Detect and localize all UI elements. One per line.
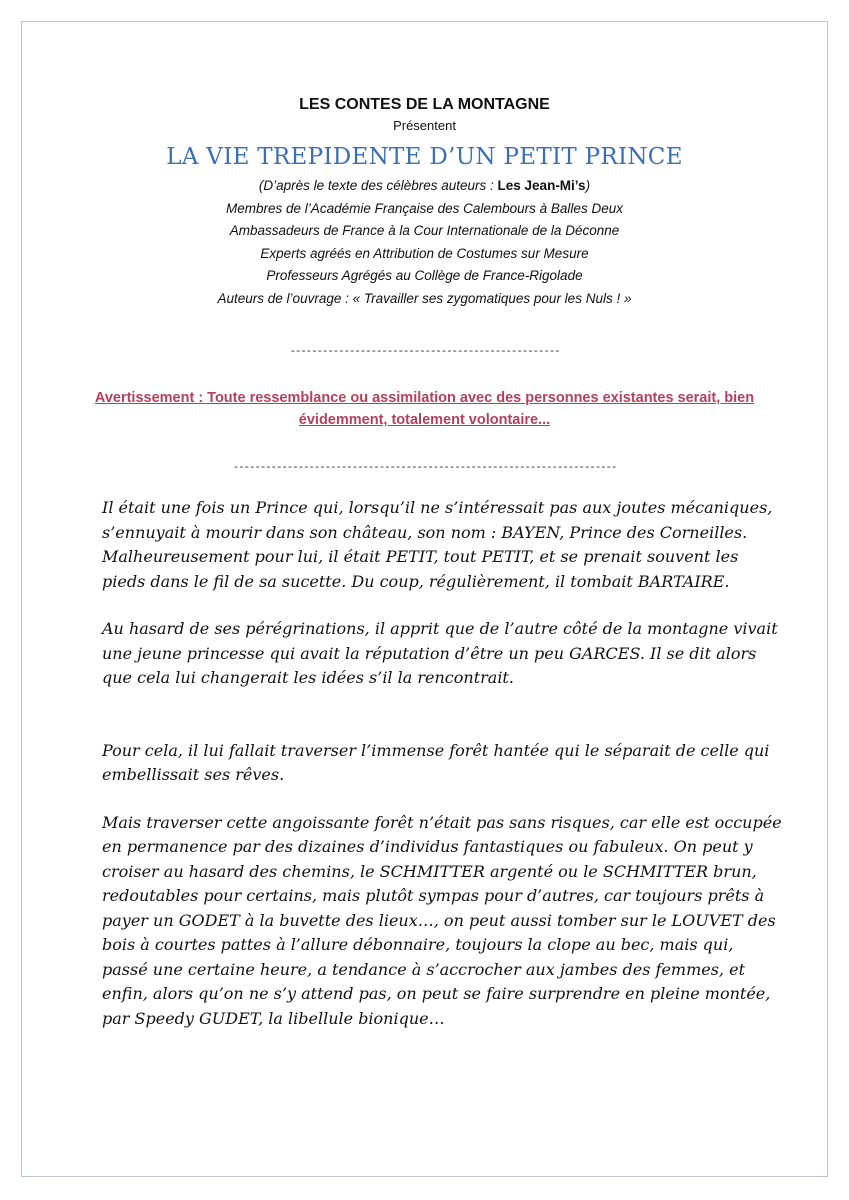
credit-authors: Les Jean-Mi’s [497,178,586,193]
presents-line: Présentent [393,118,456,133]
author-line-4: Professeurs Agrégés au Collège de France-Rigolade [266,268,583,283]
story-body [102,496,782,1031]
document-header [0,94,849,310]
organization-title: LES CONTES DE LA MONTAGNE [299,96,550,113]
warning-notice: Avertissement : Toute ressemblance ou assimilation avec des personnes existantes serait, bien évidemment, totalement volontaire... [94,390,755,428]
separator-line-1: -------------------------------------------------- [289,346,560,358]
paragraph-2: Au hasard de ses pérégrinations, il apprit que de l’autre côté de la montagne vivait une jeune princesse qui avait la réputation d’être un peu GARCES. Il se dit alors que cela lui changerait les idées s’il la rencontrait. [102,619,778,687]
author-line-5: Auteurs de l’ouvrage : « Travailler ses zygomatiques pour les Nuls ! » [217,290,632,306]
separator-line-2: ----------------------------------------------------------------------- [232,462,617,474]
credit-line [0,175,849,198]
author-line-1: Membres de l’Académie Française des Calembours à Balles Deux [226,200,623,216]
credit-prefix: (D’après le texte des célèbres auteurs : [258,178,498,193]
paragraph-1: Il était une fois un Prince qui, lorsqu’il ne s’intéressait pas aux joutes mécaniques, s’ennuyait à mourir dans son château, son nom : BAYEN, Prince des Corneilles. Malheureusement pour lui, il était PETIT, tout PETIT, et se prenait souvent les pieds dans le fil de sa sucette. Du coup, régulièrement, il tombait BARTAIRE. [102,498,773,591]
paragraph-3: Pour cela, il lui fallait traverser l’immense forêt hantée qui le séparait de celle qui embellissait ses rêves. [102,740,770,784]
story-title: LA VIE TREPIDENTE D’UN PETIT PRINCE [166,144,683,170]
author-line-2: Ambassadeurs de France à la Cour Internationale de la Déconne [229,223,620,238]
credit-suffix: ) [585,178,591,193]
author-line-3: Experts agréés en Attribution de Costumes sur Mesure [260,245,589,261]
paragraph-4: Mais traverser cette angoissante forêt n’était pas sans risques, car elle est occupée en permanence par des dizaines d’individus fantastiques ou fabuleux. On peut y croiser au hasard des chemins, le SCHMITTER argenté ou le SCHMITTER brun, redoutables pour certains, mais plutôt sympas pour d’autres, car toujours prêts à payer un GODET à la buvette des lieux…, on peut aussi tomber sur le LOUVET des bois à courtes pattes à l’allure débonnaire, toujours la clope au bec, mais qui, passé une certaine heure, a tendance à s’accrocher aux jambes des femmes, et enfin, alors qu’on ne s’y attend pas, on peut se faire surprendre en pleine montée, par Speedy GUDET, la libellule bionique… [102,812,782,1028]
